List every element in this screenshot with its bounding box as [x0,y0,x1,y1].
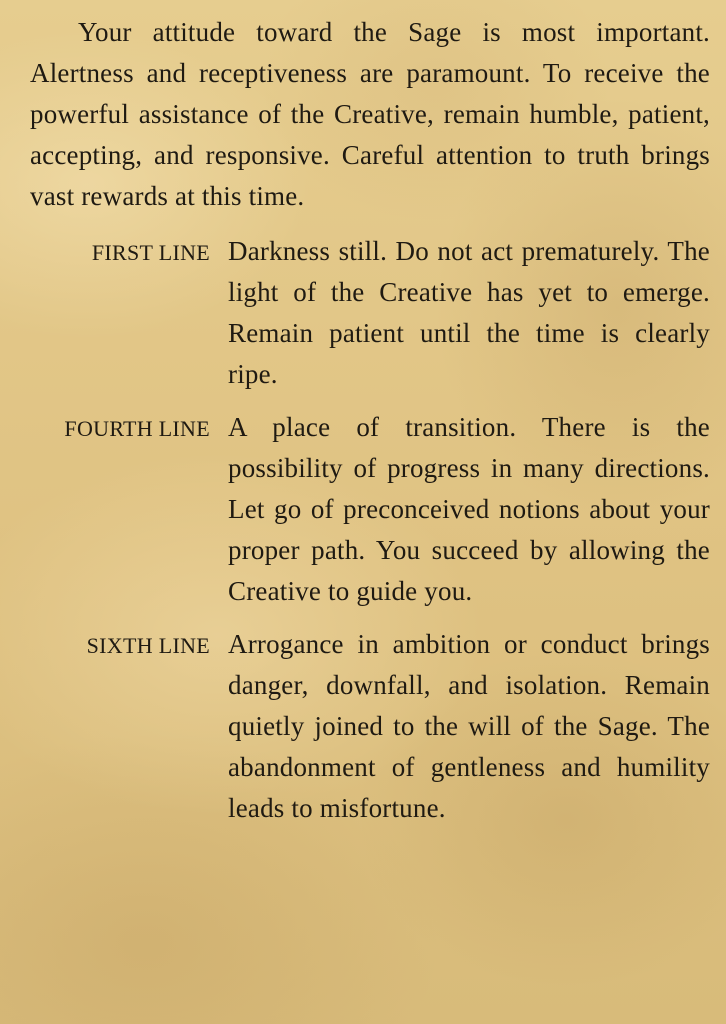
line-entry-fourth [30,407,710,612]
line-label: FOURTH LINE [64,416,210,441]
line-text: Darkness still. Do not act prematurely. The light of the Creative has yet to emerge. Remain patient until the time is clearly ripe. [228,236,710,389]
line-text: Arrogance in ambition or conduct brings danger, downfall, and isolation. Remain quietly joined to the will of the Sage. The abandonment of gentleness and humility leads to misfortune. [228,629,710,823]
line-label: SIXTH LINE [86,633,210,658]
page-content [30,12,710,841]
line-text: A place of transition. There is the possibility of progress in many directions. Let go of preconceived notions about your proper path. You succeed by allowing the Creative to guide you. [228,412,710,606]
line-entry-first [30,231,710,395]
line-entry-sixth [30,624,710,829]
line-label: FIRST LINE [91,240,210,265]
line-commentary-list [30,231,710,829]
intro-paragraph: Your attitude toward the Sage is most important. Alertness and receptiveness are paramount. To receive the powerful assistance of the Creative, remain humble, patient, accepting, and responsive. Careful attention to truth brings vast rewards at this time. [30,17,710,211]
